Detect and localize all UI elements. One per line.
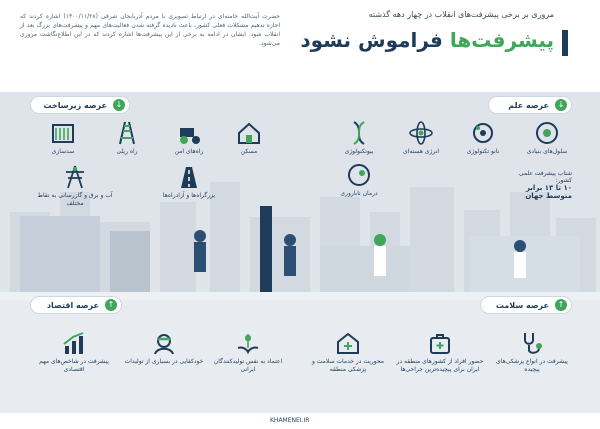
intro-text: حضرت آیت‌الله خامنه‌ای در ارتباط تصویری با مردم آذربایجان شرقی (۱۴۰۰/۱۱/۲۸) اشاره کردند که اجازه ندهیم مشکلات فعلی کشور، باعث نادیده گرفته شدن فعالیت‌های مهم و پیشرفت‌های بزرگ بعد از انقلاب شود. ایشان در ادامه به برخی از این پیشرفت‌ها اشاره کردند که در این اطلاع‌نگاشت مروری می‌شود. — [20, 13, 280, 47]
chevron-down-icon: ↓ — [113, 99, 125, 111]
science-item: انرژی هسته‌ای — [388, 120, 454, 156]
section-infrastructure: ↓ عرصه زیرساخت — [30, 96, 130, 114]
page-subtitle: مروری بر برخی پیشرفت‌های انقلاب در چهار دهه گذشته — [368, 10, 554, 19]
dam-icon — [50, 120, 76, 146]
atom-icon — [408, 120, 434, 146]
title-highlight: پیشرفت‌ها — [449, 28, 554, 52]
page-title — [300, 28, 554, 52]
health-item: حضور افراد از کشورهای منطقه در ایران برای پیچیده‌ترین جراحی‌ها — [392, 330, 488, 374]
title-accent-bar — [562, 30, 568, 56]
economy-item: پیشرفت در شاخص‌های مهم اقتصادی — [34, 330, 114, 374]
fertility-icon — [346, 162, 372, 188]
section-science: ↓ عرصه علم — [488, 96, 572, 114]
footer — [0, 413, 600, 429]
infrastructure-item: سدسازی — [30, 120, 96, 156]
power-tower-icon — [62, 164, 88, 190]
science-item: سلول‌های بنیادی — [514, 120, 580, 156]
highway-icon — [176, 164, 202, 190]
science-item: بیوتکنولوژی — [326, 120, 392, 156]
footer-brand: KHAMENEI.IR — [270, 417, 310, 424]
rail-icon — [114, 120, 140, 146]
science-item: درمان ناباروری — [326, 162, 392, 198]
house-icon — [236, 120, 262, 146]
infrastructure-item: بزرگراه‌ها و آزادراه‌ها — [156, 164, 222, 200]
stem-cell-icon — [534, 120, 560, 146]
infrastructure-item: راه‌های امن — [156, 120, 222, 156]
growth-chart-icon — [61, 330, 87, 356]
chevron-up-icon: ↑ — [105, 299, 117, 311]
health-item: پیشرفت در انواع پزشکی‌های پیچیده — [492, 330, 572, 374]
economy-item: خودکفایی در بسیاری از تولیدات — [124, 330, 204, 366]
worker-icon — [151, 330, 177, 356]
road-roller-icon — [176, 120, 202, 146]
nano-icon — [470, 120, 496, 146]
section-economy: ↑ عرصه اقتصاد — [30, 296, 122, 314]
header — [0, 0, 600, 92]
dna-icon — [346, 120, 372, 146]
economy-item: اعتماد به نفس تولیدکنندگان ایرانی — [208, 330, 288, 374]
title-rest: فراموش نشود — [300, 28, 443, 52]
suitcase-icon — [427, 330, 453, 356]
science-item: نانو تکنولوژی — [450, 120, 516, 156]
chevron-up-icon: ↑ — [555, 299, 567, 311]
infrastructure-item: مسکن — [216, 120, 282, 156]
infrastructure-item: آب و برق و گازرسانی به نقاط مختلف — [30, 164, 120, 208]
infrastructure-item: راه ریلی — [94, 120, 160, 156]
section-health: ↑ عرصه سلامت — [480, 296, 572, 314]
chevron-down-icon: ↓ — [555, 99, 567, 111]
stethoscope-icon — [519, 330, 545, 356]
hands-plant-icon — [235, 330, 261, 356]
science-stat: شتاب پیشرفت علمی کشور: ۱۰ تا ۱۳ برابر متوسط جهان — [518, 170, 572, 200]
clinic-icon — [335, 330, 361, 356]
workers-scene-illustration — [20, 196, 580, 292]
health-item: محوریت در خدمات سلامت و پزشکی منطقه — [308, 330, 388, 374]
